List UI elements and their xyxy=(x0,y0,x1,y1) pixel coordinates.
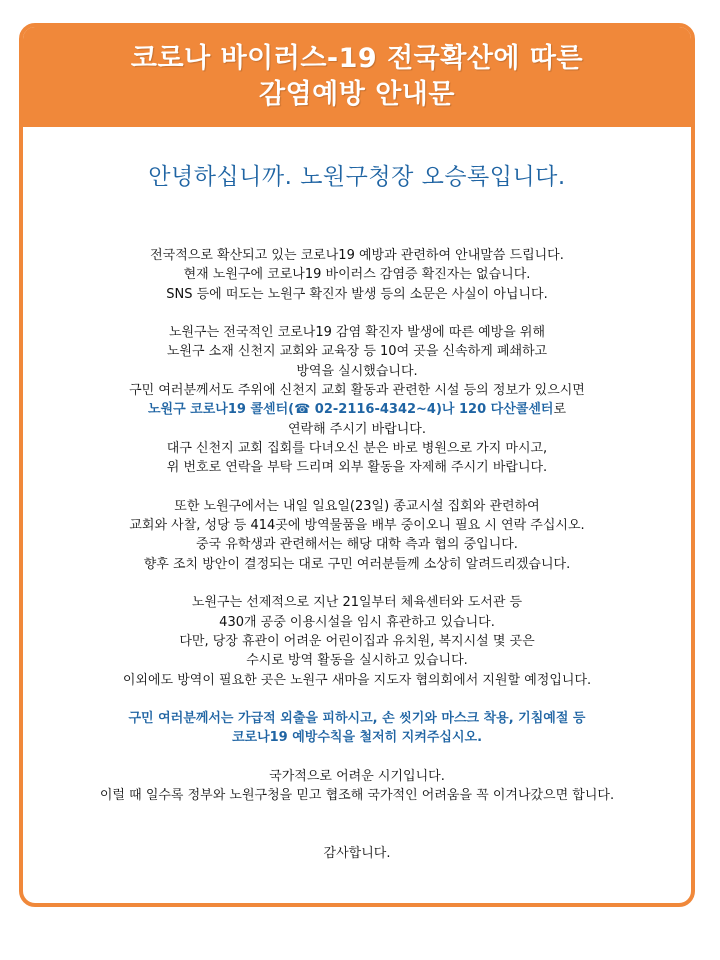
text-line: 중국 유학생과 관련해서는 해당 대학 측과 협의 중입니다. xyxy=(196,537,518,553)
title-line-1: 코로나 바이러스-19 전국확산에 따른 xyxy=(130,43,584,74)
text-line: 전국적으로 확산되고 있는 코로나19 예방과 관련하여 안내말씀 드립니다. xyxy=(150,248,564,263)
paragraph-6 xyxy=(23,767,691,806)
contact-suffix: 로 xyxy=(553,402,567,418)
contact-line xyxy=(23,400,691,419)
closing: 감사합니다. xyxy=(323,846,391,862)
paragraph-5-highlight xyxy=(23,709,691,748)
notice-frame xyxy=(19,23,695,907)
text-line: 교회와 사찰, 성당 등 414곳에 방역물품을 배부 중이오니 필요 시 연락 주십시오. xyxy=(129,518,585,534)
title-line-2: 감염예방 안내문 xyxy=(259,79,455,110)
text-line: 위 번호로 연락을 부탁 드리며 외부 활동을 자제해 주시기 바랍니다. xyxy=(166,460,548,476)
text-line: 코로나19 예방수칙을 철저히 지켜주십시오. xyxy=(231,730,483,746)
text-line: 또한 노원구에서는 내일 일요일(23일) 종교시설 집회와 관련하여 xyxy=(174,498,540,514)
text-line: 이외에도 방역이 필요한 곳은 노원구 새마을 지도자 협의회에서 지원할 예정입니다. xyxy=(122,672,592,688)
callcenter-contact: 노원구 코로나19 콜센터(☎ 02-2116-4342~4)나 120 다산콜센터 xyxy=(147,402,554,418)
header-banner xyxy=(23,27,691,127)
greeting: 안녕하십니까. 노원구청장 오승록입니다. xyxy=(148,164,566,190)
text-line: 노원구 소재 신천지 교회와 교육장 등 10여 곳을 신속하게 폐쇄하고 xyxy=(166,344,548,360)
text-line: 국가적으로 어려운 시기입니다. xyxy=(269,769,445,785)
paragraph-4 xyxy=(23,593,691,689)
paragraph-2 xyxy=(23,323,691,477)
text-line: 노원구는 선제적으로 지난 21일부터 체육센터와 도서관 등 xyxy=(191,595,523,611)
text-line: 연락해 주시기 바랍니다. xyxy=(288,421,426,437)
text-line: 대구 신천지 교회 집회를 다녀오신 분은 바로 병원으로 가지 마시고, xyxy=(166,440,548,456)
text-line: 430개 공중 이용시설을 임시 휴관하고 있습니다. xyxy=(219,614,495,630)
paragraph-3 xyxy=(23,497,691,574)
paragraph-1 xyxy=(23,246,691,304)
text-line: 구민 여러분께서는 가급적 외출을 피하시고, 손 씻기와 마스크 착용, 기침예절 등 xyxy=(128,711,586,727)
text-line: 향후 조치 방안이 결정되는 대로 구민 여러분들께 소상히 알려드리겠습니다. xyxy=(143,556,571,572)
text-line: 노원구는 전국적인 코로나19 감염 확진자 발생에 따른 예방을 위해 xyxy=(168,325,546,341)
text-line: 다만, 당장 휴관이 어려운 어린이집과 유치원, 복지시설 몇 곳은 xyxy=(179,633,535,649)
text-line: 방역을 실시했습니다. xyxy=(296,363,418,379)
text-line: 이럴 때 일수록 정부와 노원구청을 믿고 협조해 국가적인 어려움을 꼭 이겨나갔으면 합니다. xyxy=(99,788,615,804)
text-line: 구민 여러분께서도 주위에 신천지 교회 활동과 관련한 시설 등의 정보가 있으시면 xyxy=(129,383,585,399)
text-line: 수시로 방역 활동을 실시하고 있습니다. xyxy=(246,653,468,669)
text-line: 현재 노원구에 코로나19 바이러스 감염증 확진자는 없습니다. xyxy=(183,267,531,283)
notice-body xyxy=(23,246,691,864)
text-line: SNS 등에 떠도는 노원구 확진자 발생 등의 소문은 사실이 아닙니다. xyxy=(166,286,548,302)
